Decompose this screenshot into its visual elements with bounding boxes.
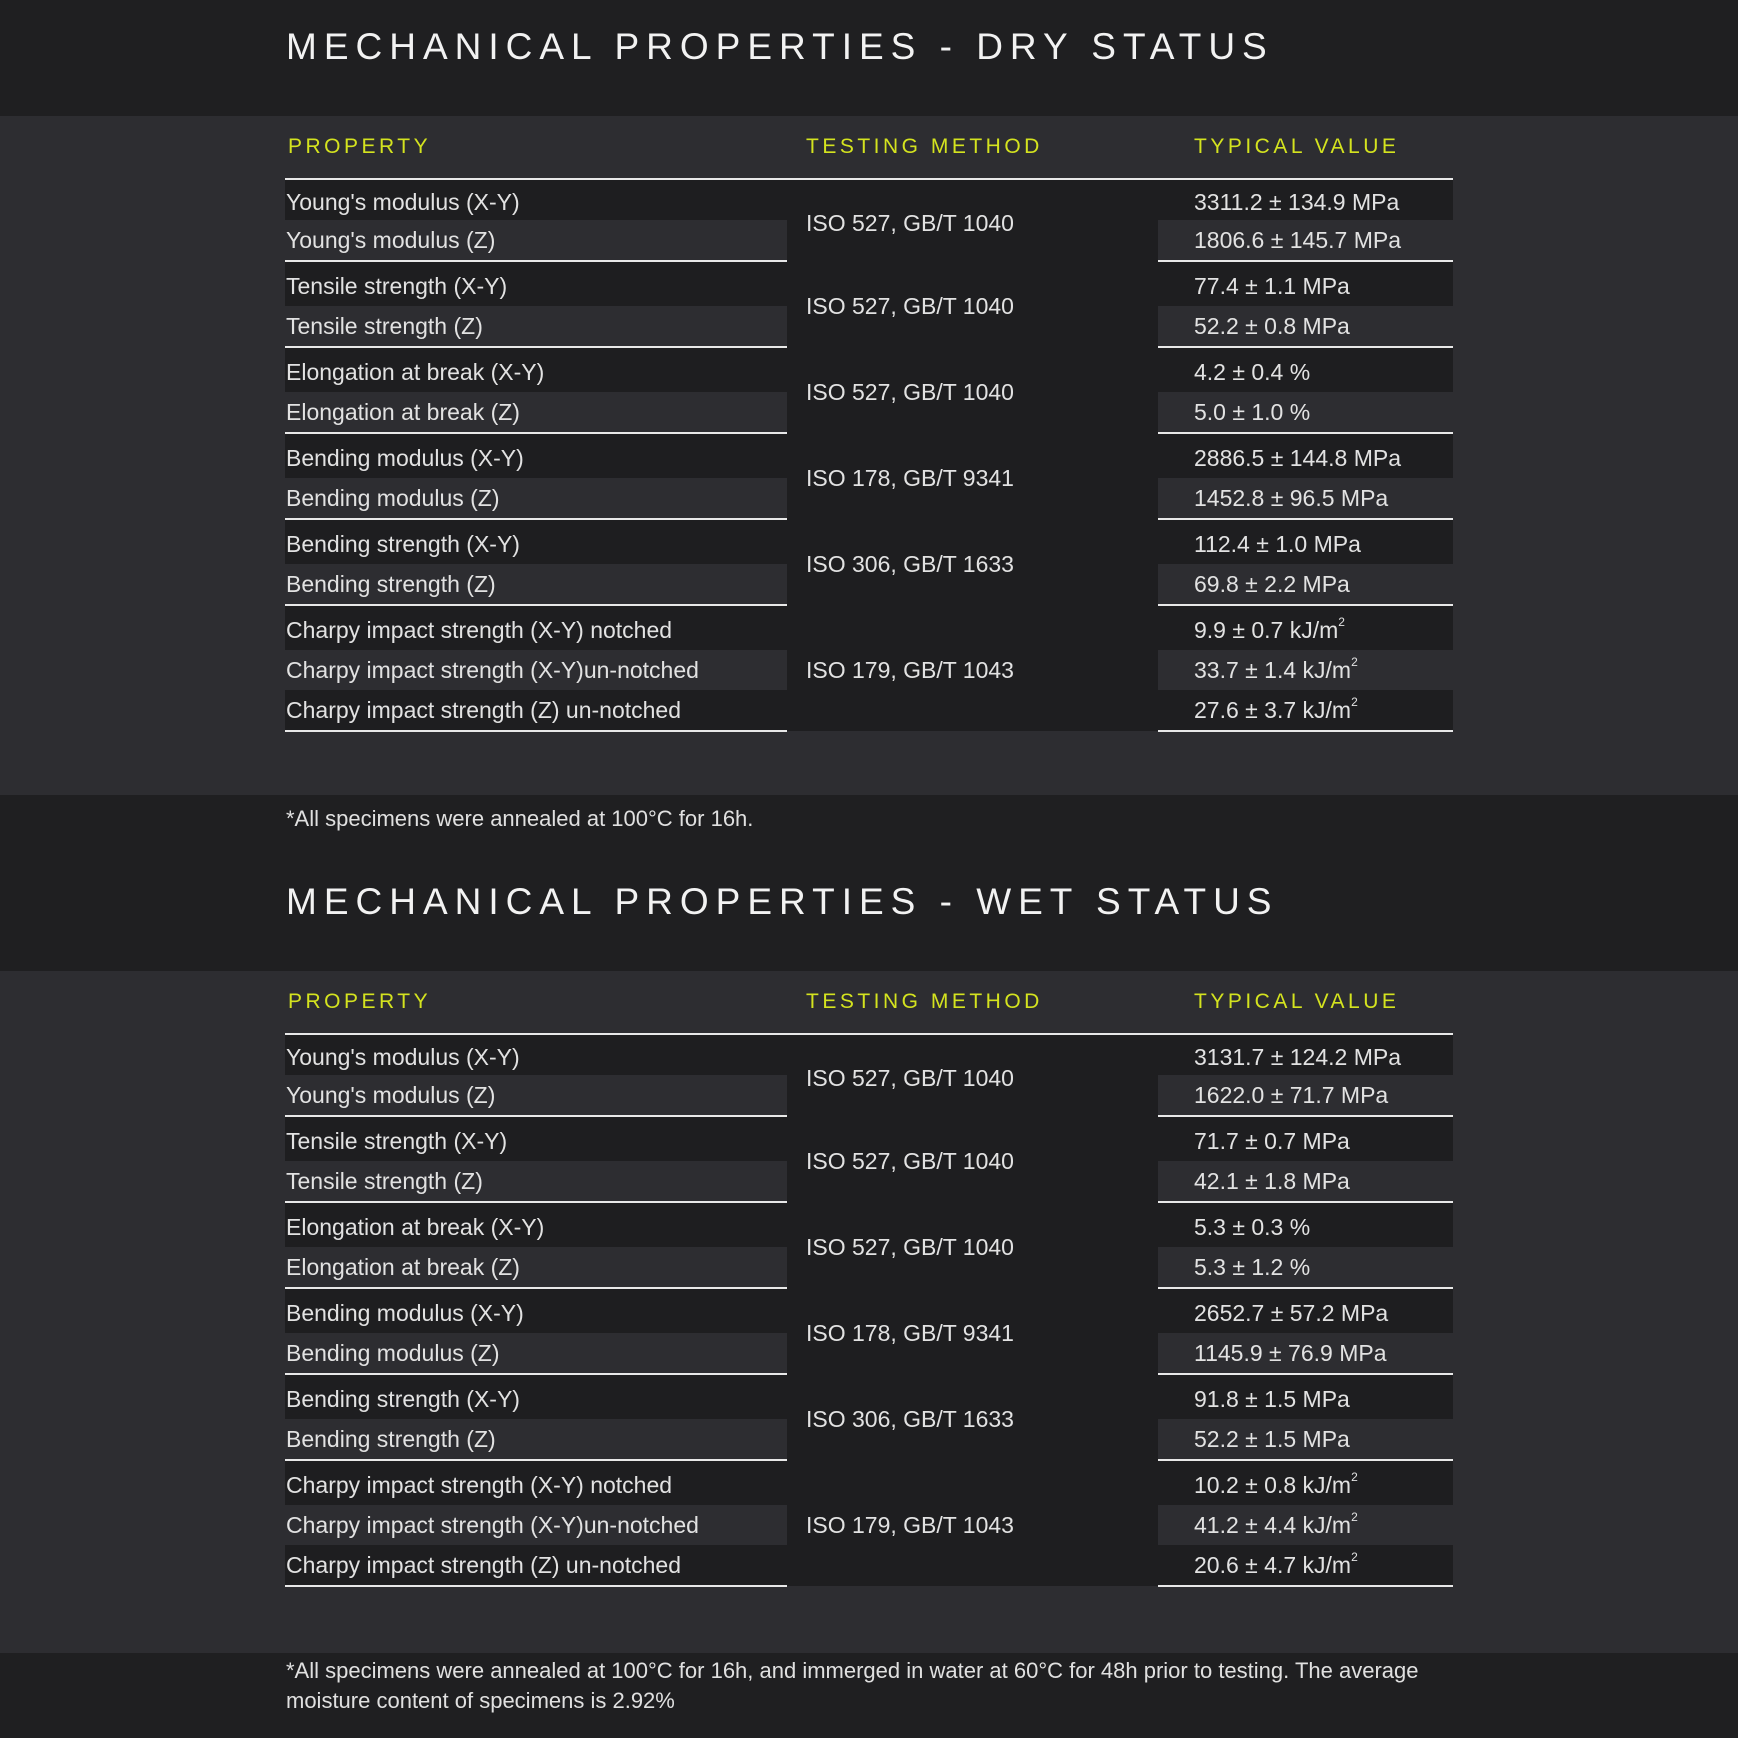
value-text: 41.2 ± 4.4 kJ/m [1194,1511,1352,1538]
typical-value-cell [1158,1419,1453,1460]
value-text: 5.3 ± 0.3 % [1194,1213,1311,1240]
value-text: 33.7 ± 1.4 kJ/m [1194,656,1352,683]
testing-method-cell: ISO 527, GB/T 1040 [787,1202,1158,1288]
typical-value-cell [1158,1161,1453,1202]
table-row [285,1202,1453,1247]
property-cell: Bending modulus (Z) [285,1333,787,1374]
typical-value-cell [1158,1075,1453,1116]
value-text: 1452.8 ± 96.5 MPa [1194,484,1389,511]
typical-value-cell [1158,690,1453,731]
section-title-wet: MECHANICAL PROPERTIES - WET STATUS [286,881,1279,922]
value-text: 9.9 ± 0.7 kJ/m [1194,616,1339,643]
unit-superscript: 2 [1351,694,1358,709]
value-text: 1806.6 ± 145.7 MPa [1194,226,1401,253]
typical-value-cell [1158,347,1453,392]
testing-method-cell: ISO 527, GB/T 1040 [787,1116,1158,1202]
typical-value-cell [1158,1116,1453,1161]
value-text: 52.2 ± 0.8 MPa [1194,312,1350,339]
properties-table-dry [285,116,1453,732]
table-row [285,1374,1453,1419]
typical-value-cell [1158,1505,1453,1545]
table-body [285,1034,1453,1586]
typical-value-cell [1158,220,1453,261]
typical-value-cell [1158,605,1453,650]
table-row [285,261,1453,306]
property-cell: Bending strength (Z) [285,564,787,605]
testing-method-cell: ISO 527, GB/T 1040 [787,179,1158,261]
value-text: 3131.7 ± 124.2 MPa [1194,1044,1401,1070]
unit-superscript: 2 [1351,1549,1358,1564]
value-text: 20.6 ± 4.7 kJ/m [1194,1551,1352,1578]
property-cell: Elongation at break (Z) [285,392,787,433]
property-cell: Young's modulus (Z) [285,1075,787,1116]
testing-method-cell: ISO 178, GB/T 9341 [787,1288,1158,1374]
property-cell: Bending strength (X-Y) [285,519,787,564]
property-cell: Charpy impact strength (X-Y)un-notched [285,650,787,690]
property-cell: Young's modulus (X-Y) [285,1034,787,1075]
typical-value-cell [1158,392,1453,433]
testing-method-cell: ISO 306, GB/T 1633 [787,1374,1158,1460]
value-text: 52.2 ± 1.5 MPa [1194,1425,1350,1452]
value-text: 2886.5 ± 144.8 MPa [1194,444,1401,471]
property-cell: Charpy impact strength (X-Y) notched [285,605,787,650]
typical-value-cell [1158,1202,1453,1247]
typical-value-cell [1158,1333,1453,1374]
value-text: 69.8 ± 2.2 MPa [1194,570,1350,597]
value-text: 2652.7 ± 57.2 MPa [1194,1299,1389,1326]
typical-value-cell [1158,261,1453,306]
value-text: 77.4 ± 1.1 MPa [1194,272,1350,299]
section-title-dry: MECHANICAL PROPERTIES - DRY STATUS [286,26,1274,67]
property-cell: Tensile strength (X-Y) [285,261,787,306]
property-cell: Bending modulus (X-Y) [285,433,787,478]
property-cell: Charpy impact strength (Z) un-notched [285,690,787,731]
typical-value-cell [1158,1034,1453,1075]
typical-value-cell [1158,179,1453,220]
property-cell: Young's modulus (X-Y) [285,179,787,220]
table-header-row [285,116,1453,179]
unit-superscript: 2 [1351,1509,1358,1524]
table-row [285,1034,1453,1075]
property-cell: Tensile strength (X-Y) [285,1116,787,1161]
testing-method-cell: ISO 306, GB/T 1633 [787,519,1158,605]
typical-value-cell [1158,433,1453,478]
testing-method-cell: ISO 179, GB/T 1043 [787,1460,1158,1586]
testing-method-cell: ISO 527, GB/T 1040 [787,261,1158,347]
value-text: 91.8 ± 1.5 MPa [1194,1385,1350,1412]
testing-method-cell: ISO 527, GB/T 1040 [787,347,1158,433]
unit-superscript: 2 [1338,614,1345,629]
header-testing-method: TESTING METHOD [787,971,1158,1034]
header-typical-value: TYPICAL VALUE [1158,116,1453,179]
property-cell: Elongation at break (Z) [285,1247,787,1288]
footnote-dry: *All specimens were annealed at 100°C for 16h. [286,806,754,831]
table-row [285,1116,1453,1161]
typical-value-cell [1158,1460,1453,1505]
value-text: 4.2 ± 0.4 % [1194,358,1311,385]
value-text: 112.4 ± 1.0 MPa [1194,530,1361,557]
footnote-wet: *All specimens were annealed at 100°C for 16h, and immerged in water at 60°C for 48h prior to testing. The average moisture content of specimens is 2.92% [286,1658,1419,1713]
testing-method-cell: ISO 178, GB/T 9341 [787,433,1158,519]
table-row [285,1288,1453,1333]
property-cell: Elongation at break (X-Y) [285,1202,787,1247]
value-text: 27.6 ± 3.7 kJ/m [1194,696,1352,723]
property-cell: Charpy impact strength (X-Y) notched [285,1460,787,1505]
header-property: PROPERTY [285,116,787,179]
typical-value-cell [1158,1545,1453,1586]
table-row [285,347,1453,392]
typical-value-cell [1158,478,1453,519]
table-header-row [285,971,1453,1034]
typical-value-cell [1158,564,1453,605]
table-row [285,1460,1453,1505]
header-typical-value: TYPICAL VALUE [1158,971,1453,1034]
property-cell: Charpy impact strength (Z) un-notched [285,1545,787,1586]
value-text: 1145.9 ± 76.9 MPa [1194,1339,1387,1366]
property-cell: Charpy impact strength (X-Y)un-notched [285,1505,787,1545]
property-cell: Bending modulus (Z) [285,478,787,519]
value-text: 71.7 ± 0.7 MPa [1194,1127,1350,1154]
property-cell: Young's modulus (Z) [285,220,787,261]
table-row [285,433,1453,478]
property-cell: Bending strength (Z) [285,1419,787,1460]
property-cell: Tensile strength (Z) [285,1161,787,1202]
header-property: PROPERTY [285,971,787,1034]
table-row [285,519,1453,564]
property-cell: Elongation at break (X-Y) [285,347,787,392]
value-text: 1622.0 ± 71.7 MPa [1194,1081,1389,1108]
value-text: 10.2 ± 0.8 kJ/m [1194,1471,1352,1498]
table-row [285,605,1453,650]
value-text: 3311.2 ± 134.9 MPa [1194,189,1400,215]
table-body [285,179,1453,731]
typical-value-cell [1158,1288,1453,1333]
value-text: 42.1 ± 1.8 MPa [1194,1167,1350,1194]
testing-method-cell: ISO 527, GB/T 1040 [787,1034,1158,1116]
typical-value-cell [1158,519,1453,564]
property-cell: Tensile strength (Z) [285,306,787,347]
unit-superscript: 2 [1351,654,1358,669]
typical-value-cell [1158,1374,1453,1419]
header-testing-method: TESTING METHOD [787,116,1158,179]
value-text: 5.3 ± 1.2 % [1194,1253,1311,1280]
unit-superscript: 2 [1351,1469,1358,1484]
testing-method-cell: ISO 179, GB/T 1043 [787,605,1158,731]
table-row [285,179,1453,220]
typical-value-cell [1158,650,1453,690]
typical-value-cell [1158,306,1453,347]
property-cell: Bending strength (X-Y) [285,1374,787,1419]
typical-value-cell [1158,1247,1453,1288]
value-text: 5.0 ± 1.0 % [1194,398,1311,425]
property-cell: Bending modulus (X-Y) [285,1288,787,1333]
properties-table-wet [285,971,1453,1587]
